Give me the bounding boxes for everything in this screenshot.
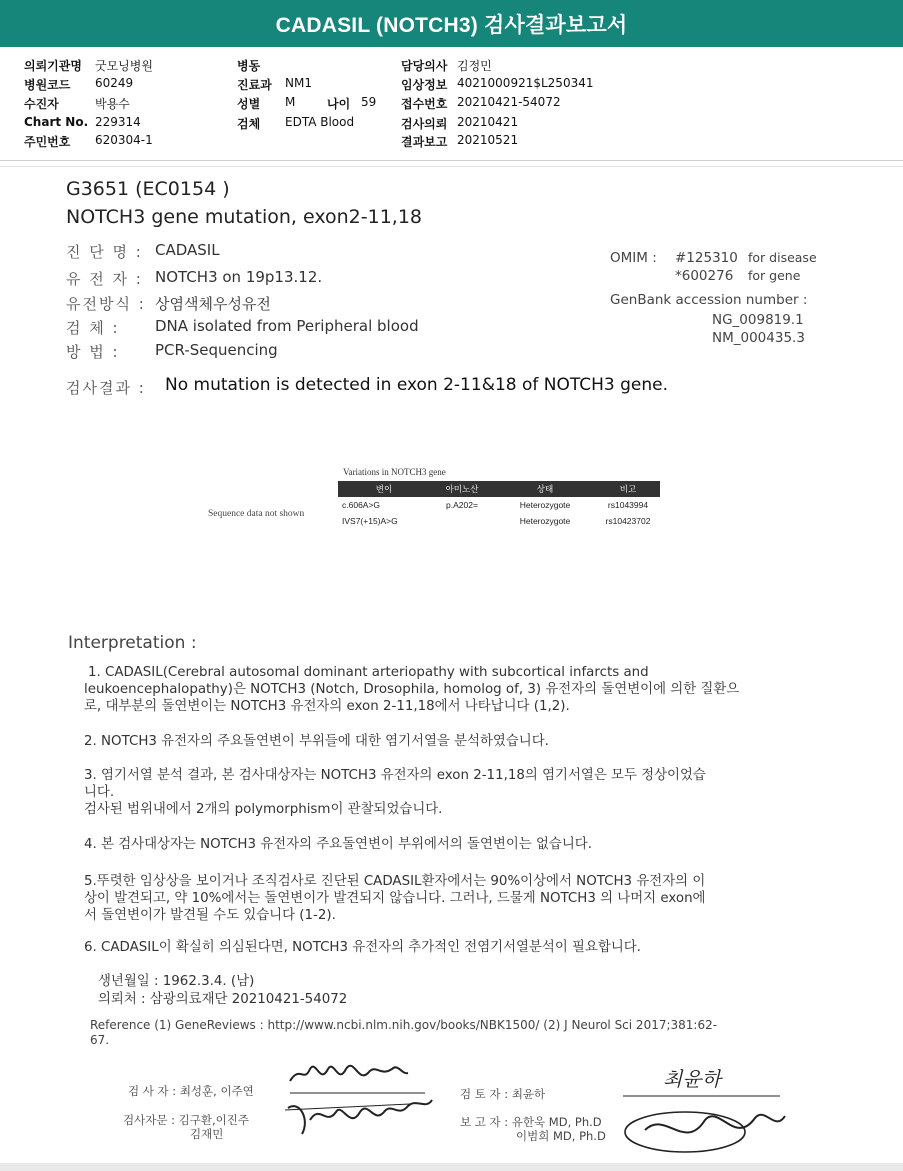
interpretation-item <box>84 733 549 750</box>
scan-top-edge <box>0 166 903 167</box>
interpretation-line: 검사된 범위내에서 2개의 polymorphism이 관찰되었습니다. <box>84 802 443 817</box>
header-col2-value: EDTA Blood <box>285 115 355 129</box>
test-name: NOTCH3 gene mutation, exon2-11,18 <box>66 206 422 228</box>
table-cell: rs10423702 <box>605 516 651 526</box>
field-value: PCR-Sequencing <box>155 341 278 359</box>
birth-date: 생년월일 : 1962.3.4. (남) <box>98 974 255 989</box>
header-col2-key: 진료과 <box>237 78 272 92</box>
interpretation-item <box>84 664 739 715</box>
result-label: 검사결과 : <box>66 379 146 397</box>
interpretation-line: 3. 염기서열 분석 결과, 본 검사대상자는 NOTCH3 유전자의 exon 2-11,18의 염기서열은 모두 정상이었습 <box>84 768 706 783</box>
interpretation-line: 2. NOTCH3 유전자의 주요돌연변이 부위들에 대한 염기서열을 분석하였습니다. <box>84 734 549 749</box>
header-col1-key: 의뢰기관명 <box>24 59 82 73</box>
header-col2-value: M <box>285 95 296 109</box>
header-col1-value: 굿모닝병원 <box>95 59 153 73</box>
genbank-ng: NG_009819.1 <box>712 312 804 328</box>
field-value: 상염색체우성유전 <box>155 295 271 313</box>
table-cell: rs1043994 <box>607 500 649 510</box>
interpretation-item <box>84 939 641 956</box>
field-label: 유 전 자 : <box>66 270 143 288</box>
header-col1-value: 60249 <box>95 76 134 90</box>
reporter-label-2: 이범희 MD, Ph.D <box>516 1129 606 1143</box>
variations-caption: Variations in NOTCH3 gene <box>343 467 446 477</box>
omim-gene: *600276 <box>675 268 734 284</box>
interpretation-line: 4. 본 검사대상자는 NOTCH3 유전자의 주요돌연변이 부위에서의 돌연변이는 없습니다. <box>84 837 592 852</box>
field-value: NOTCH3 on 19p13.12. <box>155 268 323 286</box>
interpretation-line: leukoencephalopathy)은 NOTCH3 (Notch, Drosophila, homolog of, 3) 유전자의 돌연변이에 의한 질환으 <box>84 682 740 697</box>
variations-table <box>338 481 660 529</box>
omim-label: OMIM : <box>610 250 657 266</box>
field-label: 검 체 : <box>66 319 120 337</box>
field-label: 방 법 : <box>66 343 120 361</box>
reference-line-2: 67. <box>90 1033 110 1047</box>
table-cell: IVS7(+15)A>G <box>342 516 398 526</box>
tester-label: 검 사 자 : 최성훈, 이주연 <box>128 1084 254 1098</box>
advisor-signature <box>280 1090 440 1145</box>
interpretation-line: 상이 발견되고, 약 10%에서는 돌연변이가 발견되지 않습니다. 그러나, 드물게 NOTCH3 의 나머지 exon에 <box>84 891 706 906</box>
header-col3-value: 김정민 <box>457 59 492 73</box>
interpretation-item <box>84 873 706 924</box>
header-col1-value: 620304-1 <box>95 133 153 147</box>
omim-disease: #125310 <box>675 250 738 266</box>
header-col2-key: 성별 <box>237 97 261 111</box>
header-col1-key: Chart No. <box>24 115 89 129</box>
header-col1-value: 박용수 <box>95 97 130 111</box>
header-col3-key: 담당의사 <box>401 59 448 73</box>
interpretation-item <box>84 767 706 818</box>
header-col1-value: 229314 <box>95 115 141 129</box>
table-cell: Heterozygote <box>519 516 571 526</box>
field-value: CADASIL <box>155 241 220 259</box>
table-cell: c.606A>G <box>342 500 381 510</box>
header-col2-value: NM1 <box>285 76 312 90</box>
report-title: CADASIL (NOTCH3) 검사결과보고서 <box>0 0 903 47</box>
reviewer-label: 검 토 자 : 최윤하 <box>460 1087 546 1101</box>
header-divider <box>0 160 903 161</box>
header-col3-key: 임상정보 <box>401 78 448 92</box>
header-col3-value: 20210421-54072 <box>457 95 561 109</box>
header-col3-key: 결과보고 <box>401 135 448 149</box>
field-label: 유전방식 : <box>66 295 146 313</box>
interpretation-line: 5.뚜렷한 임상상을 보이거나 조직검사로 진단된 CADASIL환자에서는 90%이상에서 NOTCH3 유전자의 이 <box>84 874 706 889</box>
table-header: 상태 <box>494 481 596 497</box>
table-header: 아미노산 <box>430 481 494 497</box>
table-header: 변이 <box>338 481 430 497</box>
sequence-note: Sequence data not shown <box>208 509 305 519</box>
advisor-label-2: 김재민 <box>190 1127 224 1141</box>
requester: 의뢰처 : 삼광의료재단 20210421-54072 <box>98 992 348 1007</box>
reviewer-signature-text: 최윤하 <box>663 1067 721 1091</box>
table-cell: Heterozygote <box>519 500 571 510</box>
genbank-label: GenBank accession number : <box>610 292 808 308</box>
header-col1-key: 주민번호 <box>24 135 71 149</box>
header-col3-value: 20210421 <box>457 115 519 129</box>
interpretation-title: Interpretation : <box>68 633 197 653</box>
interpretation-line: 서 돌연변이가 발견될 수도 있습니다 (1-2). <box>84 908 336 923</box>
reference-line-1: Reference (1) GeneReviews : http://www.ncbi.nlm.nih.gov/books/NBK1500/ (2) J Neurol Sci 2017;381:62- <box>90 1018 718 1032</box>
interpretation-line: 로, 대부분의 돌연변이는 NOTCH3 유전자의 exon 2-11,18에서 나타납니다 (1,2). <box>84 699 570 714</box>
header-col2-key: 병동 <box>237 59 261 73</box>
table-header: 비고 <box>596 481 660 497</box>
field-label: 진 단 명 : <box>66 243 143 261</box>
advisor-label: 검사자문 : 김구환,이진주 <box>123 1113 249 1127</box>
omim-gene-note: for gene <box>748 268 801 283</box>
interpretation-line: 1. CADASIL(Cerebral autosomal dominant arteriopathy with subcortical infarcts and <box>88 665 649 680</box>
header-col3-key: 접수번호 <box>401 97 448 111</box>
table-cell <box>430 513 494 529</box>
header-col3-value: 4021000921$L250341 <box>457 76 594 90</box>
test-code: G3651 (EC0154 ) <box>66 178 230 200</box>
page-bottom-bar <box>0 1163 903 1171</box>
header-col1-key: 병원코드 <box>24 78 71 92</box>
reporter-label: 보 고 자 : 유한욱 MD, Ph.D <box>460 1115 602 1129</box>
field-value: DNA isolated from Peripheral blood <box>155 317 419 335</box>
table-cell: p.A202= <box>446 500 478 510</box>
interpretation-line: 니다. <box>84 785 115 800</box>
header-col2-key: 검체 <box>237 117 261 131</box>
result-text: No mutation is detected in exon 2-11&18 of NOTCH3 gene. <box>165 375 669 395</box>
genbank-nm: NM_000435.3 <box>712 330 805 346</box>
interpretation-line: 6. CADASIL이 확실히 의심된다면, NOTCH3 유전자의 추가적인 전염기서열분석이 필요합니다. <box>84 940 641 955</box>
table-row <box>338 513 660 529</box>
header-col3-value: 20210521 <box>457 133 519 147</box>
omim-disease-note: for disease <box>748 250 817 265</box>
header-col1-key: 수진자 <box>24 97 59 111</box>
age-value: 59 <box>361 95 377 109</box>
reviewer-signature <box>615 1060 795 1160</box>
interpretation-item <box>84 836 592 853</box>
table-row <box>338 497 660 513</box>
age-key: 나이 <box>327 97 351 111</box>
header-col3-key: 검사의뢰 <box>401 117 448 131</box>
